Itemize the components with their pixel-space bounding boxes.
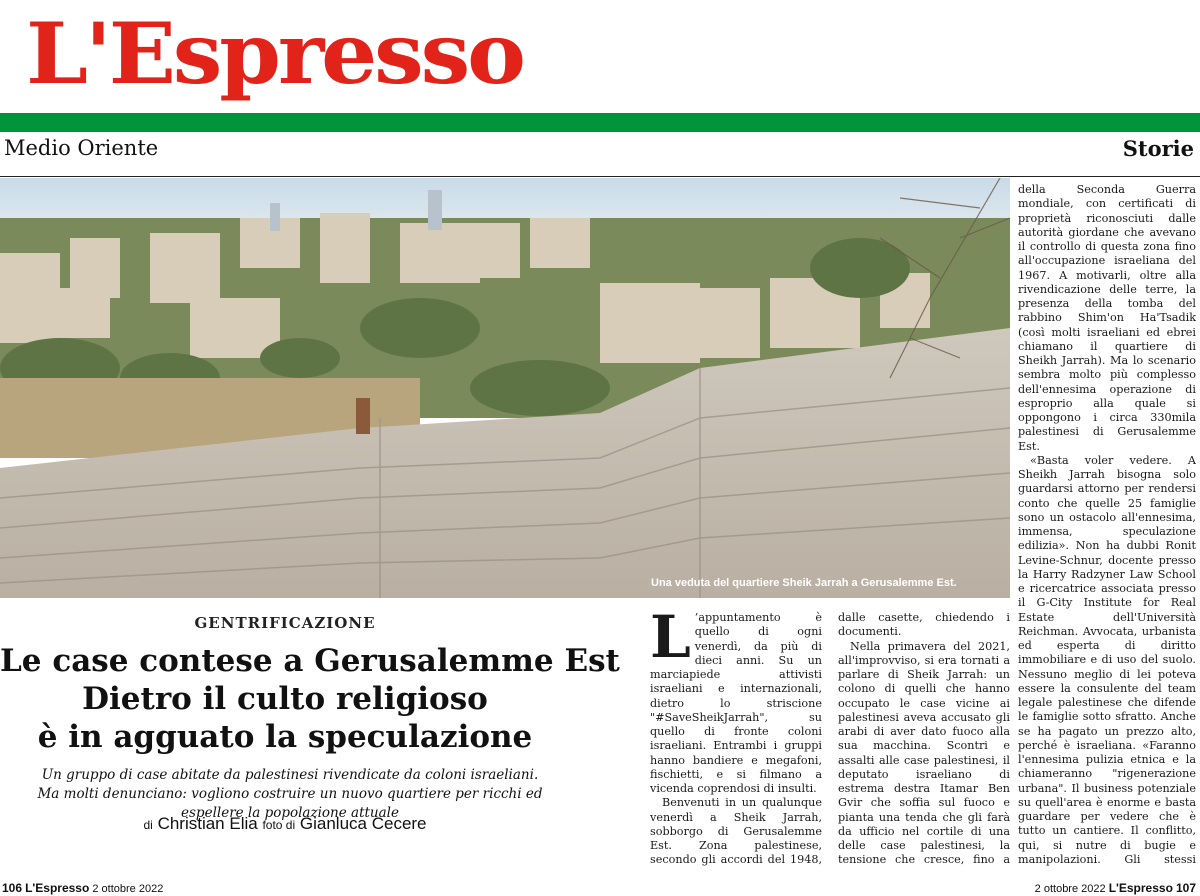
headline-line: Dietro il culto religioso bbox=[82, 681, 488, 717]
folio-brand: L'Espresso bbox=[25, 881, 90, 895]
page-number: 106 bbox=[2, 881, 23, 895]
header-rule bbox=[0, 176, 1200, 177]
page-number: 107 bbox=[1175, 881, 1196, 895]
rubric-label: Storie bbox=[1122, 136, 1194, 161]
body-column-2 bbox=[838, 611, 1010, 866]
article-headline bbox=[0, 642, 620, 756]
body-column-3 bbox=[1018, 183, 1196, 866]
byline bbox=[0, 814, 570, 834]
body-paragraph: Nella primavera del 2021, all'improvviso, si era tornati a parlare di Sheik Jarrah: un colono di quelli che hanno occupato le case vicine ai palestinesi aveva accusato gli arabi di aver dato fuoco alla sua macchina. Scontri e assalti alle case palestinesi, il deputato israeliano di estrema destra Itamar Ben Gvir che soffia sul fuoco e pianta una tenda che gli farà da ufficio nel cortile di una delle case palestinesi, la tensione che cresce, fino a bbox=[838, 639, 1010, 866]
body-paragraph: della Seconda Guerra mondiale, con certificati di proprietà riconosciuti dalle autorità giordane che avevano il controllo di questa zona fino all'occupazione israeliana del 1967. A motivarli, oltre alla rivendicazione delle terre, la presenza della tomba del rabbino Shim'on Ha'Tsadik (così molti israeliani ed ebrei chiamano il quartiere di Sheikh Jarrah). Ma lo scenario sembra molto più complesso dell'ennesima operazione di esproprio alla quale si oppongono i circa 330mila palestinesi di Gerusalemme Est. bbox=[1018, 183, 1196, 453]
drop-cap: L bbox=[650, 611, 691, 671]
body-column-1 bbox=[650, 611, 822, 866]
headline-line: Le case contese a Gerusalemme Est bbox=[0, 643, 620, 679]
folio-date: 2 ottobre 2022 bbox=[1034, 883, 1106, 895]
folio-left bbox=[2, 881, 163, 895]
folio-right bbox=[1035, 881, 1196, 895]
masthead bbox=[26, 0, 586, 108]
byline-di: di bbox=[143, 818, 153, 832]
folio-brand: L'Espresso bbox=[1108, 881, 1173, 895]
author-name: Christian Elia bbox=[157, 814, 258, 833]
article-deck: Un gruppo di case abitate da palestinesi rivendicate da coloni israeliani. Ma molti denunciano: vogliono costruire un nuovo quartiere per ricchi ed espellere la popolazione attuale bbox=[37, 767, 543, 821]
body-paragraph: Benvenuti in un qualunque venerdì a Sheik Jarrah, sobborgo di Gerusalemme Est. Zona palestinese, secondo gli accordi del 1948, bbox=[650, 796, 822, 866]
article-kicker: GENTRIFICAZIONE bbox=[194, 614, 376, 632]
section-label: Medio Oriente bbox=[4, 136, 159, 160]
body-paragraph: «Basta voler vedere. A Sheikh Jarrah bisogna solo guardarsi attorno per rendersi conto che quelle 25 famiglie sono un ostacolo all'ennesima, immensa, speculazione edilizia». Non ha dubbi Ronit Levine-Schnur, docente presso la Harry Radzyner Law School e ricercatrice associata presso il G-City Institute for Real Estate dell'Università Reichman. Avvocata, urbanista ed esperta di diritto immobiliare e di uso del suolo. Nessuno meglio di lei poteva essere la consulente del team legale palestinese che difende le famiglie sotto sfratto. Anche se ha pagato un prezzo alto, perché è israeliana. «Faranno l'ennesima pulizia etnica e la chiameranno "rigenerazione urbana". Il business potenziale su quell'area è enorme e basta guardare per vedere che è tutto un cantiere. Il conflitto, qui, si nutre di bugie e manipolazioni. Gli stessi bbox=[1018, 453, 1196, 866]
folio-date: 2 ottobre 2022 bbox=[92, 883, 164, 895]
byline-foto-di: foto di bbox=[262, 818, 296, 832]
article-photo bbox=[0, 178, 1010, 598]
body-paragraph: ’appuntamento è quello di ogni venerdì, da più di dieci anni. Su un marciapiede attivisti israeliani e internazionali, dietro lo striscione "#SaveSheikJarrah", su quello di fronte coloni israeliani. Entrambi i gruppi hanno bandiere e megafoni, fischietti, e si filmano a vicenda coprendosi di insulti. bbox=[650, 611, 822, 795]
photographer-name: Gianluca Cecere bbox=[299, 814, 427, 833]
green-header-bar bbox=[0, 113, 1200, 132]
headline-line: è in agguato la speculazione bbox=[37, 719, 533, 755]
magazine-logo: L'Espresso bbox=[26, 4, 523, 103]
body-paragraph: dalle casette, chiedendo i documenti. bbox=[838, 611, 1010, 639]
photo-illustration bbox=[0, 178, 1010, 598]
photo-caption: Una veduta del quartiere Sheik Jarrah a Gerusalemme Est. bbox=[651, 577, 957, 589]
